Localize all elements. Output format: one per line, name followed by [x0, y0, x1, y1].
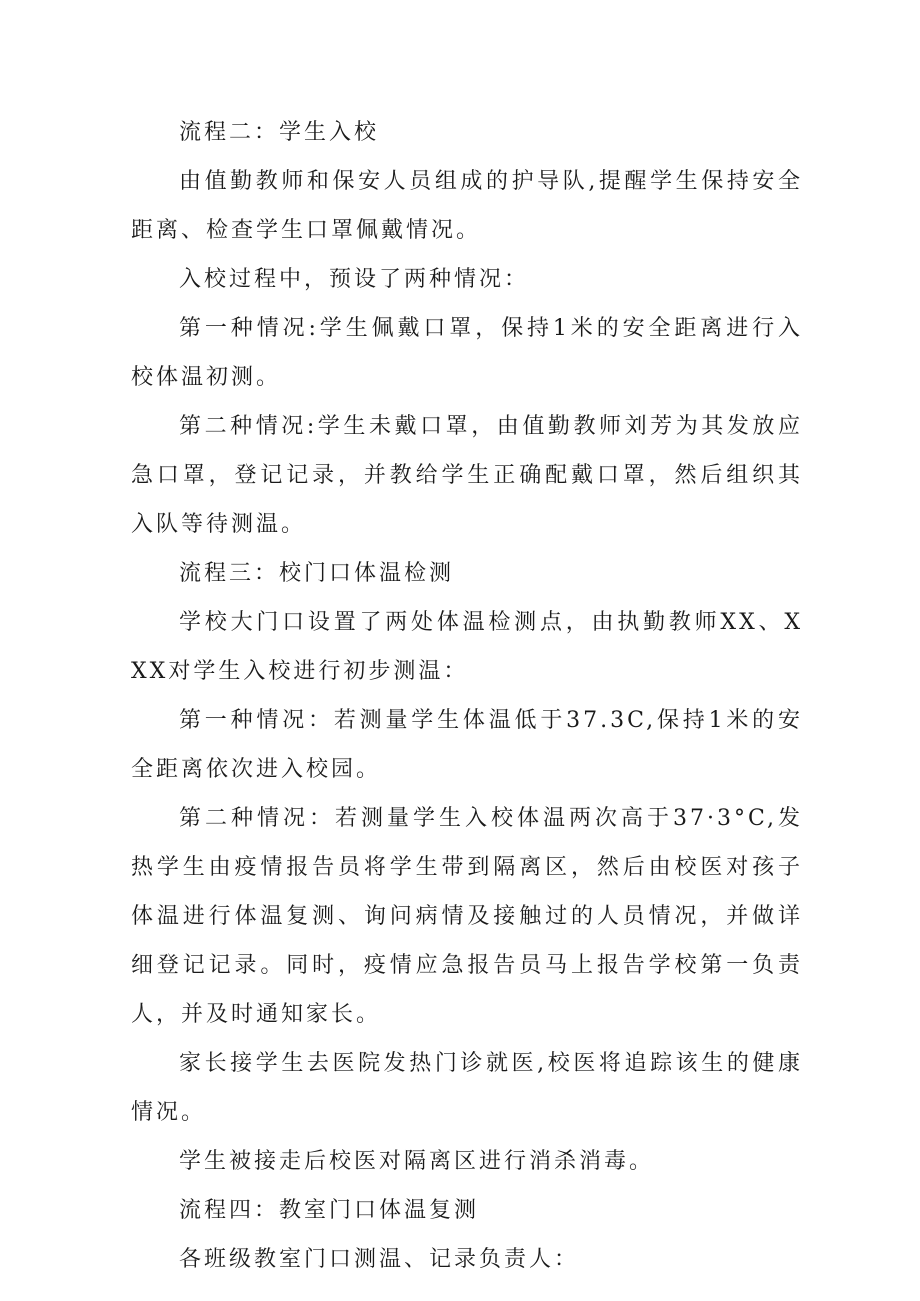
- paragraph-disinfection: 学生被接走后校医对隔离区进行消杀消毒。: [179, 1149, 655, 1174]
- document-body: [131, 108, 803, 1284]
- paragraph-situation-one: 第一种情况:学生佩戴口罩，保持1米的安全距离进行入校体温初测。: [131, 316, 803, 390]
- paragraph-patrol-team: 由值勤教师和保安人员组成的护导队,提醒学生保持安全距离、检查学生口罩佩戴情况。: [131, 169, 803, 243]
- heading-process-two: 流程二：学生入校: [179, 120, 380, 145]
- heading-process-four: 流程四：教室门口体温复测: [179, 1198, 480, 1223]
- paragraph-normal-temp: 第一种情况：若测量学生体温低于37.3C,保持1米的安全距离依次进入校园。: [131, 708, 803, 782]
- heading-process-three: 流程三：校门口体温检测: [179, 561, 455, 586]
- paragraph-check-points: 学校大门口设置了两处体温检测点，由执勤教师XX、XXX对学生入校进行初步测温：: [131, 610, 803, 684]
- paragraph-parent-pickup: 家长接学生去医院发热门诊就医,校医将追踪该生的健康情况。: [131, 1051, 803, 1125]
- paragraph-fever-case: 第二种情况：若测量学生入校体温两次高于37·3°C,发热学生由疫情报告员将学生带到隔离区，然后由校医对孩子体温进行体温复测、询问病情及接触过的人员情况，并做详细登记记录。同时，疫情应急报告员马上报告学校第一负责人，并及时通知家长。: [131, 806, 803, 1027]
- paragraph-situation-two: 第二种情况:学生未戴口罩，由值勤教师刘芳为其发放应急口罩，登记记录，并教给学生正确配戴口罩，然后组织其入队等待测温。: [131, 414, 803, 537]
- paragraph-classroom-check: 各班级教室门口测温、记录负责人：: [179, 1247, 580, 1272]
- paragraph-two-situations: 入校过程中，预设了两种情况：: [179, 267, 530, 292]
